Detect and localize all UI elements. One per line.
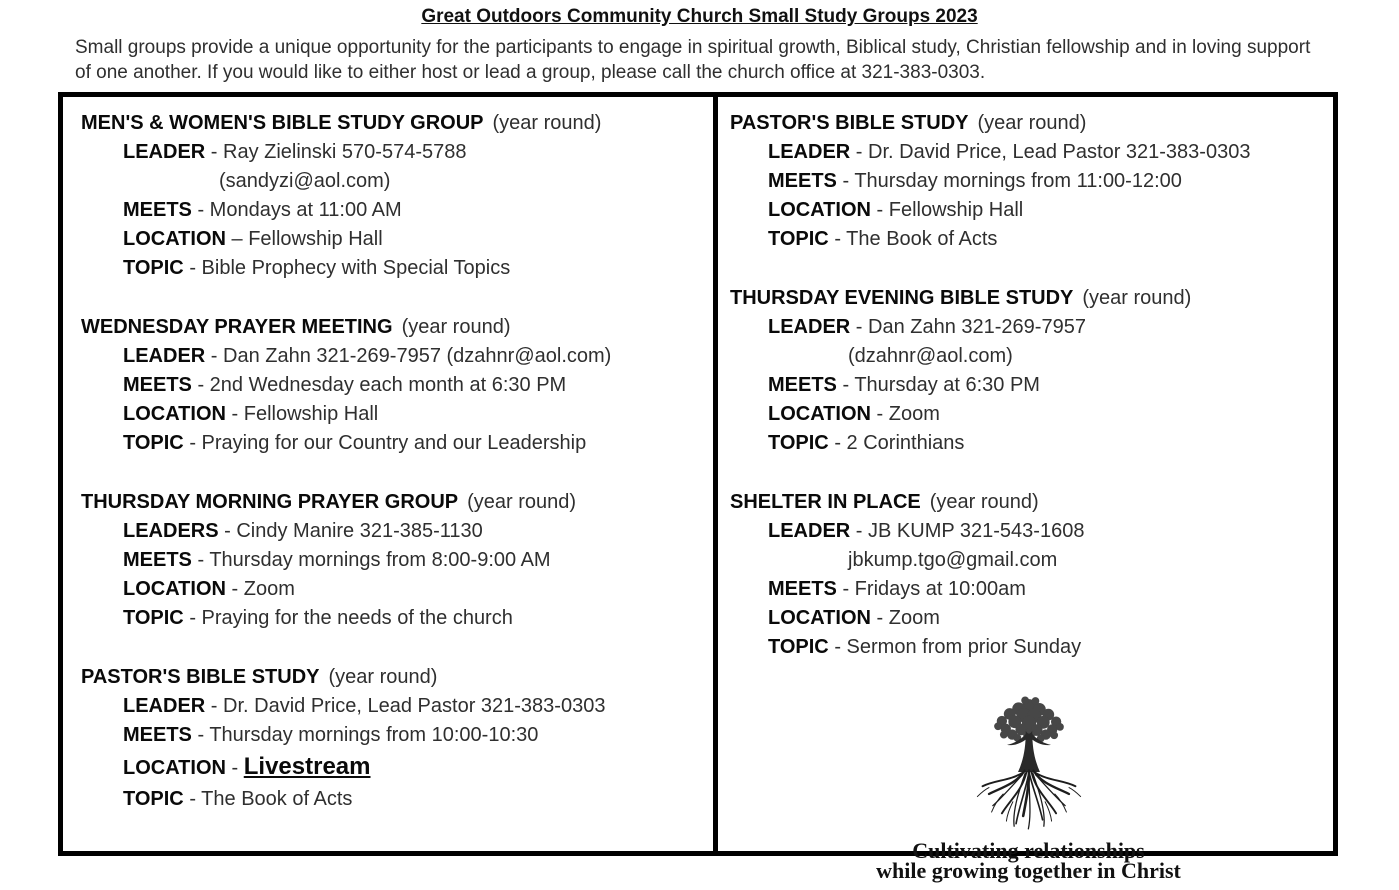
topic-line: TOPIC - 2 Corinthians — [768, 432, 965, 454]
location-line: LOCATION - Zoom — [768, 607, 940, 629]
leader-value: - Dr. David Price, Lead Pastor 321-383-0303 — [210, 695, 606, 717]
group-thursday-evening-bible-study — [730, 284, 1327, 458]
meets-line: MEETS - Thursday mornings from 10:00-10:30 — [123, 724, 539, 746]
meets-line: MEETS - Thursday mornings from 11:00-12:00 — [768, 170, 1182, 192]
topic-value: - Sermon from prior Sunday — [834, 636, 1082, 658]
group-name: MEN'S & WOMEN'S BIBLE STUDY GROUP — [81, 112, 484, 134]
group-name: WEDNESDAY PRAYER MEETING — [81, 316, 393, 338]
leader-email: (dzahnr@aol.com) — [848, 345, 1013, 367]
leader-value: - JB KUMP 321-543-1608 — [855, 520, 1085, 542]
group-wednesday-prayer-meeting — [81, 313, 707, 458]
group-shelter-in-place — [730, 488, 1327, 662]
topic-value: - The Book of Acts — [834, 228, 998, 250]
group-thursday-morning-prayer — [81, 488, 707, 633]
meets-value: - Fridays at 10:00am — [842, 578, 1026, 600]
meets-line: MEETS - 2nd Wednesday each month at 6:30 PM — [123, 374, 567, 396]
topic-line: TOPIC - The Book of Acts — [123, 788, 353, 810]
meets-line: MEETS - Mondays at 11:00 AM — [123, 199, 402, 221]
right-column-box — [713, 92, 1338, 883]
topic-line: TOPIC - Bible Prophecy with Special Topics — [123, 257, 511, 279]
location-line: LOCATION - Fellowship Hall — [768, 199, 1024, 221]
leader-value: - Dr. David Price, Lead Pastor 321-383-0303 — [855, 141, 1251, 163]
group-season: (year round) — [401, 316, 511, 338]
location-value: – Fellowship Hall — [231, 228, 383, 250]
leader-line: LEADER - Dan Zahn 321-269-7957 (dzahnr@aol.com) — [123, 345, 612, 367]
leader-value: - Ray Zielinski 570-574-5788 — [210, 141, 467, 163]
group-name: PASTOR'S BIBLE STUDY — [81, 666, 320, 688]
leader-line: LEADER - Ray Zielinski 570-574-5788 — [123, 141, 467, 163]
footer-artwork — [730, 692, 1327, 881]
location-line: LOCATION - Zoom — [123, 578, 295, 600]
location-line: LOCATION - Zoom — [768, 403, 940, 425]
leader-value: - Cindy Manire 321-385-1130 — [224, 520, 483, 542]
meets-value: - 2nd Wednesday each month at 6:30 PM — [197, 374, 567, 396]
leader-value: - Dan Zahn 321-269-7957 (dzahnr@aol.com) — [210, 345, 612, 367]
group-pastors-bible-study-left — [81, 663, 707, 814]
location-line: LOCATION – Fellowship Hall — [123, 228, 383, 250]
group-pastors-bible-study-right — [730, 109, 1327, 254]
topic-value: - The Book of Acts — [189, 788, 353, 810]
location-line: LOCATION - Livestream — [123, 753, 371, 780]
topic-line: TOPIC - Praying for the needs of the church — [123, 607, 513, 629]
location-line: LOCATION - Fellowship Hall — [123, 403, 379, 425]
location-value: - Zoom — [876, 607, 940, 629]
topic-line: TOPIC - The Book of Acts — [768, 228, 998, 250]
tagline-line-1: Cultivating relationships — [912, 838, 1145, 863]
tagline-line-2: while growing together in Christ — [876, 858, 1181, 883]
groups-container — [58, 92, 1399, 883]
leader-email: (sandyzi@aol.com) — [219, 170, 391, 192]
topic-line: TOPIC - Praying for our Country and our Leadership — [123, 432, 587, 454]
topic-line: TOPIC - Sermon from prior Sunday — [768, 636, 1082, 658]
page-title: Great Outdoors Community Church Small Study Groups 2023 — [421, 6, 978, 27]
meets-value: - Thursday mornings from 11:00-12:00 — [842, 170, 1182, 192]
tree-roots-icon — [950, 692, 1108, 834]
location-value: - Zoom — [876, 403, 940, 425]
topic-value: - 2 Corinthians — [834, 432, 965, 454]
leader-value: - Dan Zahn 321-269-7957 — [855, 316, 1086, 338]
left-column-box — [58, 92, 718, 856]
tagline — [730, 838, 1327, 883]
group-season: (year round) — [929, 491, 1039, 513]
group-mens-womens-bible-study — [81, 109, 707, 283]
leader-line: LEADER - Dr. David Price, Lead Pastor 321-383-0303 — [768, 141, 1251, 163]
location-value: - Fellowship Hall — [231, 403, 379, 425]
group-name: SHELTER IN PLACE — [730, 491, 921, 513]
group-name: THURSDAY EVENING BIBLE STUDY — [730, 287, 1074, 309]
leader-line: LEADER - JB KUMP 321-543-1608 — [768, 520, 1085, 542]
topic-value: - Praying for our Country and our Leadership — [189, 432, 587, 454]
location-value: - Fellowship Hall — [876, 199, 1024, 221]
group-season: (year round) — [328, 666, 438, 688]
topic-value: - Bible Prophecy with Special Topics — [189, 257, 511, 279]
flyer-page — [0, 6, 1399, 890]
group-season: (year round) — [492, 112, 602, 134]
leader-email: jbkump.tgo@gmail.com — [848, 549, 1058, 571]
meets-value: - Thursday at 6:30 PM — [842, 374, 1040, 396]
meets-value: - Thursday mornings from 10:00-10:30 — [197, 724, 539, 746]
leader-line: LEADER - Dr. David Price, Lead Pastor 321-383-0303 — [123, 695, 606, 717]
livestream-link[interactable]: Livestream — [243, 753, 371, 780]
group-name: PASTOR'S BIBLE STUDY — [730, 112, 969, 134]
meets-value: - Thursday mornings from 8:00-9:00 AM — [197, 549, 551, 571]
meets-line: MEETS - Thursday mornings from 8:00-9:00 AM — [123, 549, 551, 571]
meets-line: MEETS - Thursday at 6:30 PM — [768, 374, 1040, 396]
leader-line: LEADER - Dan Zahn 321-269-7957 — [768, 316, 1086, 338]
group-season: (year round) — [467, 491, 577, 513]
intro-paragraph: Small groups provide a unique opportunity for the participants to engage in spiritual growth, Biblical study, Christian fellowship and in loving support of one another. If you would like to either host or lead a group, please call the church office at 321-383-0303. — [75, 37, 1311, 83]
group-season: (year round) — [977, 112, 1087, 134]
meets-line: MEETS - Fridays at 10:00am — [768, 578, 1026, 600]
topic-value: - Praying for the needs of the church — [189, 607, 513, 629]
meets-value: - Mondays at 11:00 AM — [197, 199, 402, 221]
group-season: (year round) — [1082, 287, 1192, 309]
group-name: THURSDAY MORNING PRAYER GROUP — [81, 491, 459, 513]
location-value: - Zoom — [231, 578, 295, 600]
leader-line: LEADERS - Cindy Manire 321-385-1130 — [123, 520, 483, 542]
